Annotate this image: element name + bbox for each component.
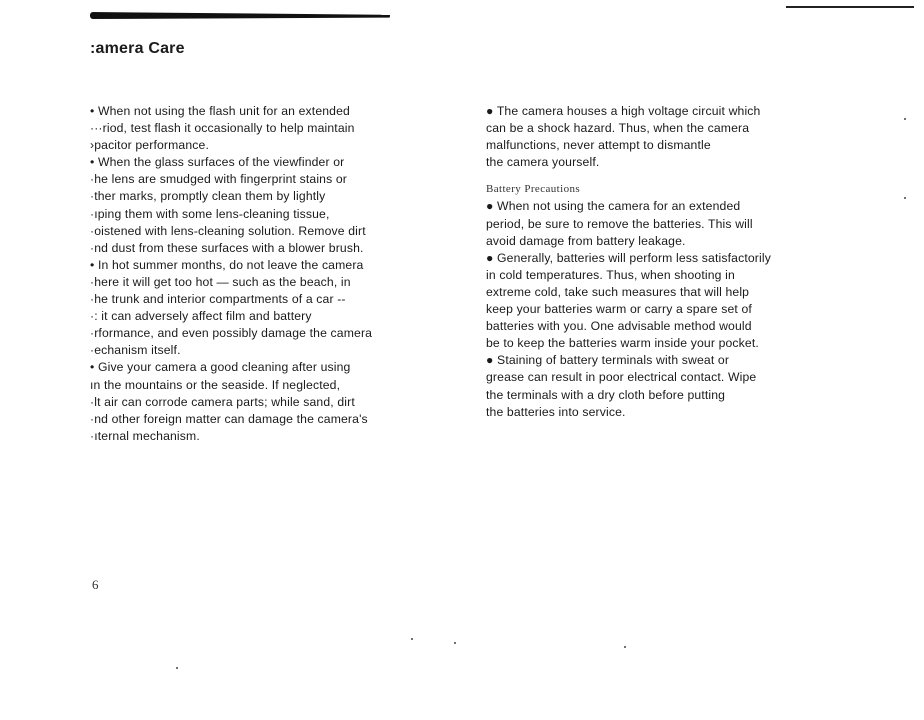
text-line: • When the glass surfaces of the viewfinder or <box>90 155 345 170</box>
text-line: the camera yourself. <box>486 155 600 170</box>
text-line: ·nd dust from these surfaces with a blower brush. <box>90 240 364 255</box>
text-line: extreme cold, take such measures that will help <box>486 284 750 299</box>
right-column <box>486 103 856 421</box>
text-line: ·he trunk and interior compartments of a car -- <box>90 292 346 307</box>
text-line: ···riod, test flash it occasionally to help maintain <box>90 121 355 136</box>
text-line: • When not using the flash unit for an extended <box>90 104 350 118</box>
scan-speck <box>904 197 906 199</box>
text-line: malfunctions, never attempt to dismantle <box>486 138 711 153</box>
text-line: ın the mountains or the seaside. If neglected, <box>90 377 341 392</box>
text-line: grease can result in poor electrical contact. Wipe <box>486 370 757 385</box>
text-line: can be a shock hazard. Thus, when the camera <box>486 121 750 136</box>
scan-artifact-line <box>786 6 914 8</box>
text-line: ·ıternal mechanism. <box>90 428 200 443</box>
text-line: the terminals with a dry cloth before putting <box>486 387 726 402</box>
section-heading: Battery Precautions <box>486 183 581 196</box>
text-line: ·he lens are smudged with fingerprint stains or <box>90 172 348 187</box>
scan-speck <box>454 642 456 644</box>
text-line: batteries with you. One advisable method would <box>486 319 752 334</box>
text-line: ·ther marks, promptly clean them by lightly <box>90 189 326 204</box>
text-line: ·echanism itself. <box>90 343 181 358</box>
page-number: 6 <box>92 577 99 592</box>
scan-speck <box>411 638 413 640</box>
text-line: avoid damage from battery leakage. <box>486 233 686 248</box>
scan-artifact-bar <box>90 12 390 19</box>
scan-speck <box>176 667 178 669</box>
scan-speck <box>904 118 906 120</box>
text-line: ·lt air can corrode camera parts; while sand, dirt <box>90 394 355 409</box>
text-line: the batteries into service. <box>486 404 626 419</box>
text-line: ● The camera houses a high voltage circuit which <box>486 104 761 118</box>
text-line: • In hot summer months, do not leave the camera <box>90 257 364 272</box>
scan-speck <box>624 646 626 648</box>
text-line: ·here it will get too hot — such as the beach, in <box>90 274 351 289</box>
text-line: in cold temperatures. Thus, when shooting in <box>486 267 735 282</box>
text-line: ›pacitor performance. <box>90 138 209 153</box>
text-line: ● Staining of battery terminals with sweat or <box>486 353 730 368</box>
text-line: ·nd other foreign matter can damage the camera's <box>90 411 368 426</box>
text-line: period, be sure to remove the batteries. This will <box>486 216 753 231</box>
text-line: ·rformance, and even possibly damage the camera <box>90 326 373 341</box>
page-title: :amera Care <box>90 40 185 57</box>
text-line: ● When not using the camera for an extended <box>486 199 741 214</box>
text-line: ·oistened with lens-cleaning solution. Remove dirt <box>90 223 366 238</box>
text-line: ·ıping them with some lens-cleaning tissue, <box>90 206 330 221</box>
text-line: be to keep the batteries warm inside your pocket. <box>486 336 759 351</box>
text-line: ● Generally, batteries will perform less satisfactorily <box>486 250 771 265</box>
text-line: keep your batteries warm or carry a spare set of <box>486 302 752 317</box>
text-line: • Give your camera a good cleaning after using <box>90 360 351 375</box>
left-column <box>90 103 450 445</box>
text-line: ·: it can adversely affect film and battery <box>90 309 312 324</box>
